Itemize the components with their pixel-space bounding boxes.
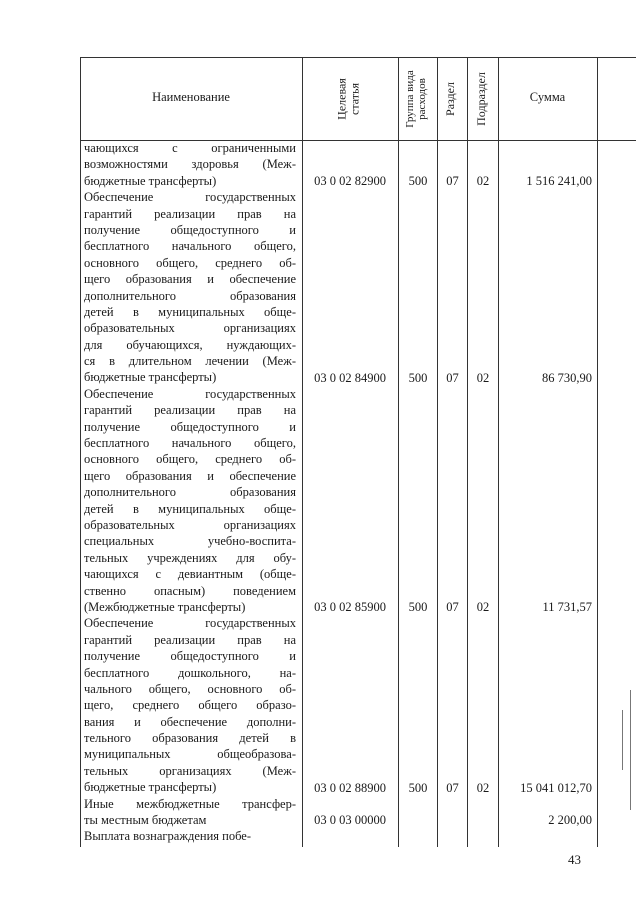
header-section: Раздел	[443, 82, 457, 116]
row-name-line: чающихся с девиантным (обще-	[84, 567, 296, 582]
row-sum: 15 041 012,70	[520, 780, 592, 795]
table-row	[84, 615, 296, 795]
scan-edge-mark	[622, 710, 623, 770]
row-name-line: для обучающихся, нуждающих-	[84, 337, 296, 352]
row-sum: 2 200,00	[548, 813, 592, 828]
row-expense-group: 500	[408, 370, 428, 385]
row-name-line: ственно опасным) поведением	[84, 583, 296, 598]
row-target-article: 03 0 02 88900	[314, 780, 386, 795]
row-name-line: Иные межбюджетные трансфер-	[84, 796, 296, 811]
header-subsection: Подраздел	[474, 72, 488, 126]
column-divider-name	[302, 57, 303, 847]
row-section: 07	[446, 780, 459, 795]
row-name-line: чального общего, основного об-	[84, 681, 296, 696]
row-target-article: 03 0 02 84900	[314, 370, 386, 385]
row-name-line: детей в муниципальных обще-	[84, 501, 296, 516]
row-target-article: 03 0 02 85900	[314, 600, 386, 615]
row-name-line: щего образования и обеспечение	[84, 272, 296, 287]
row-target-article: 03 0 02 82900	[314, 173, 386, 188]
row-name-line: Обеспечение государственных	[84, 386, 296, 401]
row-section: 07	[446, 600, 459, 615]
row-name-line: тельных учреждениях для обу-	[84, 550, 296, 565]
row-name-line: бюджетные трансферты)	[84, 780, 217, 795]
row-name-line: Обеспечение государственных	[84, 190, 296, 205]
row-name-line: дополнительного образования	[84, 288, 296, 303]
row-name-line: гарантий реализации прав на	[84, 206, 296, 221]
row-expense-group: 500	[408, 780, 428, 795]
row-sum: 11 731,57	[542, 600, 592, 615]
header-name: Наименование	[152, 90, 230, 104]
row-name-line: вания и обеспечение дополни-	[84, 714, 296, 729]
table-row	[84, 796, 296, 829]
row-name-line: детей в муниципальных обще-	[84, 304, 296, 319]
row-name-line: основного общего, среднего об-	[84, 452, 296, 467]
row-name-line: щего, среднего общего образо-	[84, 698, 296, 713]
name-column	[84, 140, 296, 845]
column-divider-subsection	[498, 57, 499, 847]
table-row	[84, 828, 296, 844]
row-name-line: получение общедоступного и	[84, 222, 296, 237]
table-row	[84, 140, 296, 189]
row-name-line: бесплатного дошкольного, на-	[84, 665, 296, 680]
row-name-line: тельных организациях (Меж-	[84, 763, 296, 778]
row-expense-group: 500	[408, 600, 428, 615]
row-name-line: гарантий реализации прав на	[84, 632, 296, 647]
row-sum: 86 730,90	[542, 370, 592, 385]
table-right-border	[597, 57, 598, 847]
header-sum: Сумма	[529, 90, 566, 104]
row-name-line: Выплата вознаграждения побе-	[84, 829, 251, 844]
header-target-article: Целевая статья	[334, 78, 362, 120]
table-left-border	[80, 57, 81, 847]
table-row	[84, 189, 296, 386]
row-name-line: Обеспечение государственных	[84, 616, 296, 631]
scan-edge-mark	[630, 690, 631, 810]
row-name-line: бесплатного начального общего,	[84, 436, 296, 451]
row-subsection: 02	[476, 780, 490, 795]
row-name-line: бюджетные трансферты)	[84, 173, 217, 188]
row-name-line: получение общедоступного и	[84, 649, 296, 664]
row-name-line: бесплатного начального общего,	[84, 239, 296, 254]
row-name-line: возможностями здоровья (Меж-	[84, 157, 296, 172]
row-name-line: основного общего, среднего об-	[84, 255, 296, 270]
row-name-line: ся в длительном лечении (Меж-	[84, 354, 296, 369]
row-sum: 1 516 241,00	[526, 173, 592, 188]
row-section: 07	[446, 370, 459, 385]
row-name-line: бюджетные трансферты)	[84, 370, 217, 385]
row-name-line: чающихся с ограниченными	[84, 141, 296, 155]
row-name-line: специальных учебно-воспита-	[84, 534, 296, 549]
row-expense-group: 500	[408, 173, 428, 188]
page-number: 43	[568, 852, 581, 867]
row-subsection: 02	[476, 370, 490, 385]
row-name-line: образовательных организациях	[84, 321, 296, 336]
header-expense-group: Группа вида расходов	[404, 70, 428, 128]
row-name-line: щего образования и обеспечение	[84, 468, 296, 483]
row-name-line: муниципальных общеобразова-	[84, 747, 296, 762]
row-target-article: 03 0 03 00000	[314, 813, 386, 828]
table-row	[84, 386, 296, 615]
row-name-line: получение общедоступного и	[84, 419, 296, 434]
row-name-line: гарантий реализации прав на	[84, 403, 296, 418]
row-name-line: дополнительного образования	[84, 485, 296, 500]
row-name-line: тельного образования детей в	[84, 731, 296, 746]
row-name-line: ты местным бюджетам	[84, 813, 207, 828]
row-subsection: 02	[476, 173, 490, 188]
row-subsection: 02	[476, 600, 490, 615]
row-section: 07	[446, 173, 459, 188]
row-name-line: образовательных организациях	[84, 517, 296, 532]
row-name-line: (Межбюджетные трансферты)	[84, 599, 246, 614]
